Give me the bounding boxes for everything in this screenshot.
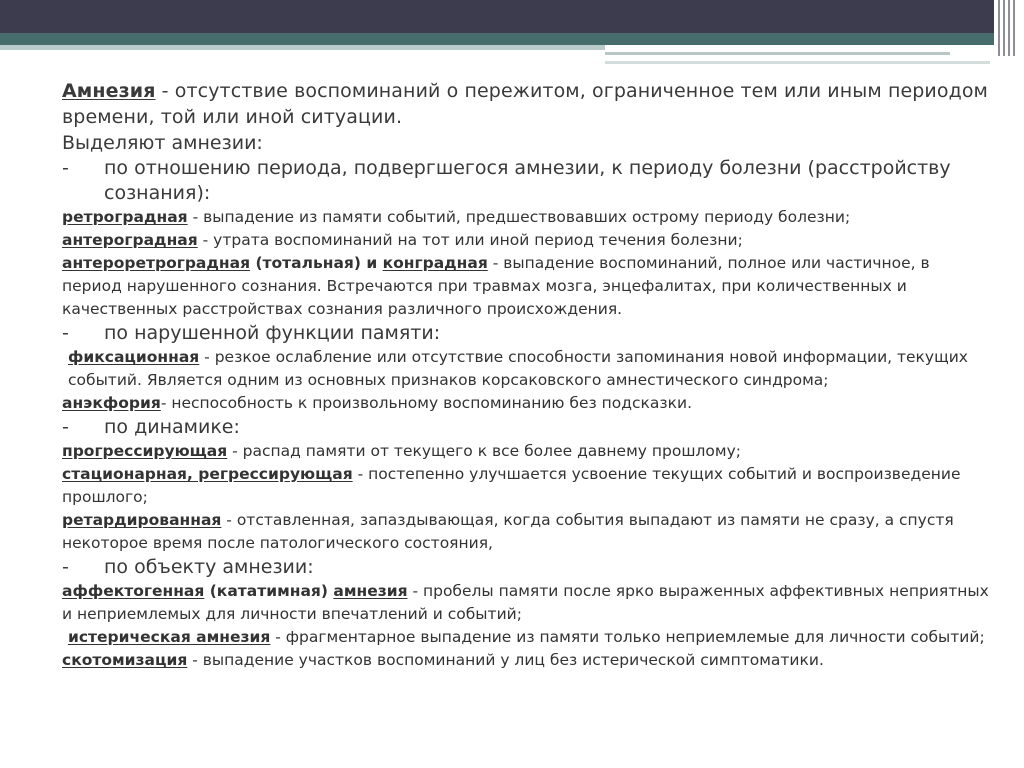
list-item: [62, 649, 992, 672]
item-text: - постепенно улучшается усвоение текущих событий и воспроизведение прошлого;: [62, 465, 961, 506]
list-item: [62, 463, 992, 509]
item-text: - резкое ослабление или отсутствие способности запоминания новой информации, текущих событий. Является одним из основных признаков корсаковского амнестического синдрома;: [68, 348, 968, 389]
term: ретроградная: [62, 208, 188, 226]
group-heading-text: по динамике:: [104, 416, 240, 438]
header-accent-line: [605, 52, 950, 55]
group-heading: [62, 321, 992, 346]
group-heading-text: по объекту амнезии:: [104, 556, 314, 578]
corner-stripes: [994, 0, 1024, 56]
term: анэкфория: [62, 394, 161, 412]
list-item: [62, 580, 992, 626]
header-accent-line: [605, 61, 990, 64]
definition-text: - отсутствие воспоминаний о пережитом, ограниченное тем или иным периодом времени, той или иной ситуации.: [62, 80, 988, 128]
item-text: - фрагментарное выпадение из памяти только неприемлемые для личности событий;: [270, 628, 985, 646]
list-item: [62, 252, 992, 321]
item-mid: (кататимная): [204, 582, 334, 600]
term: конградная: [382, 254, 488, 272]
intro-text: Выделяют амнезии:: [62, 132, 263, 154]
list-item: [62, 440, 992, 463]
term: прогрессирующая: [62, 442, 228, 460]
group-heading: [62, 555, 992, 580]
list-item: [62, 509, 992, 555]
list-item: [62, 346, 992, 392]
dash-bullet: -: [62, 322, 69, 344]
item-text: - распад памяти от текущего к все более давнему прошлому;: [227, 442, 741, 460]
item-text: - отставленная, запаздывающая, когда события выпадают из памяти не сразу, а спустя некоторое время после патологического состояния,: [62, 511, 954, 552]
item-text: - выпадение из памяти событий, предшествовавших острому периоду болезни;: [187, 208, 851, 226]
item-text: - неспособность к произвольному воспоминанию без подсказки.: [160, 394, 692, 412]
list-item: [62, 206, 992, 229]
term: стационарная, регрессирующая: [62, 465, 353, 483]
term: истерическая амнезия: [68, 628, 271, 646]
list-item: [62, 392, 992, 415]
term: ретардированная: [62, 511, 222, 529]
dash-bullet: -: [62, 416, 69, 438]
term: скотомизация: [62, 651, 188, 669]
term: аффектогенная: [62, 582, 205, 600]
group-heading-text: по отношению периода, подвергшегося амнезии, к периоду болезни (расстройству сознания):: [104, 157, 951, 204]
group-heading-text: по нарушенной функции памяти:: [104, 322, 441, 344]
item-mid: (тотальная) и: [250, 254, 383, 272]
list-item: [62, 626, 992, 649]
term: фиксационная: [68, 348, 200, 366]
item-text: - выпадение воспоминаний, полное или частичное, в период нарушенного сознания. Встречаются при травмах мозга, энцефалитах, при количественных и качественных расстройствах сознания различного происхождения.: [62, 254, 930, 318]
group-heading: [62, 415, 992, 440]
term: амнезия: [333, 582, 408, 600]
term: антероградная: [62, 231, 198, 249]
dash-bullet: -: [62, 157, 69, 179]
slide-content: [62, 78, 992, 672]
list-item: [62, 229, 992, 252]
header-teal-band: [0, 33, 1024, 45]
dash-bullet: -: [62, 556, 69, 578]
header-dark-band: [0, 0, 1024, 33]
item-text: - выпадение участков воспоминаний у лиц без истерической симптоматики.: [187, 651, 824, 669]
definition-paragraph: [62, 78, 992, 130]
term: антероретроградная: [62, 254, 251, 272]
group-heading: [62, 156, 992, 206]
term: Амнезия: [62, 80, 156, 102]
item-text: - утрата воспоминаний на тот или иной период течения болезни;: [197, 231, 743, 249]
header-light-band: [0, 45, 605, 50]
item-text: - пробелы памяти после ярко выраженных аффективных неприятных и неприемлемых для личности впечатлений и событий;: [62, 582, 989, 623]
